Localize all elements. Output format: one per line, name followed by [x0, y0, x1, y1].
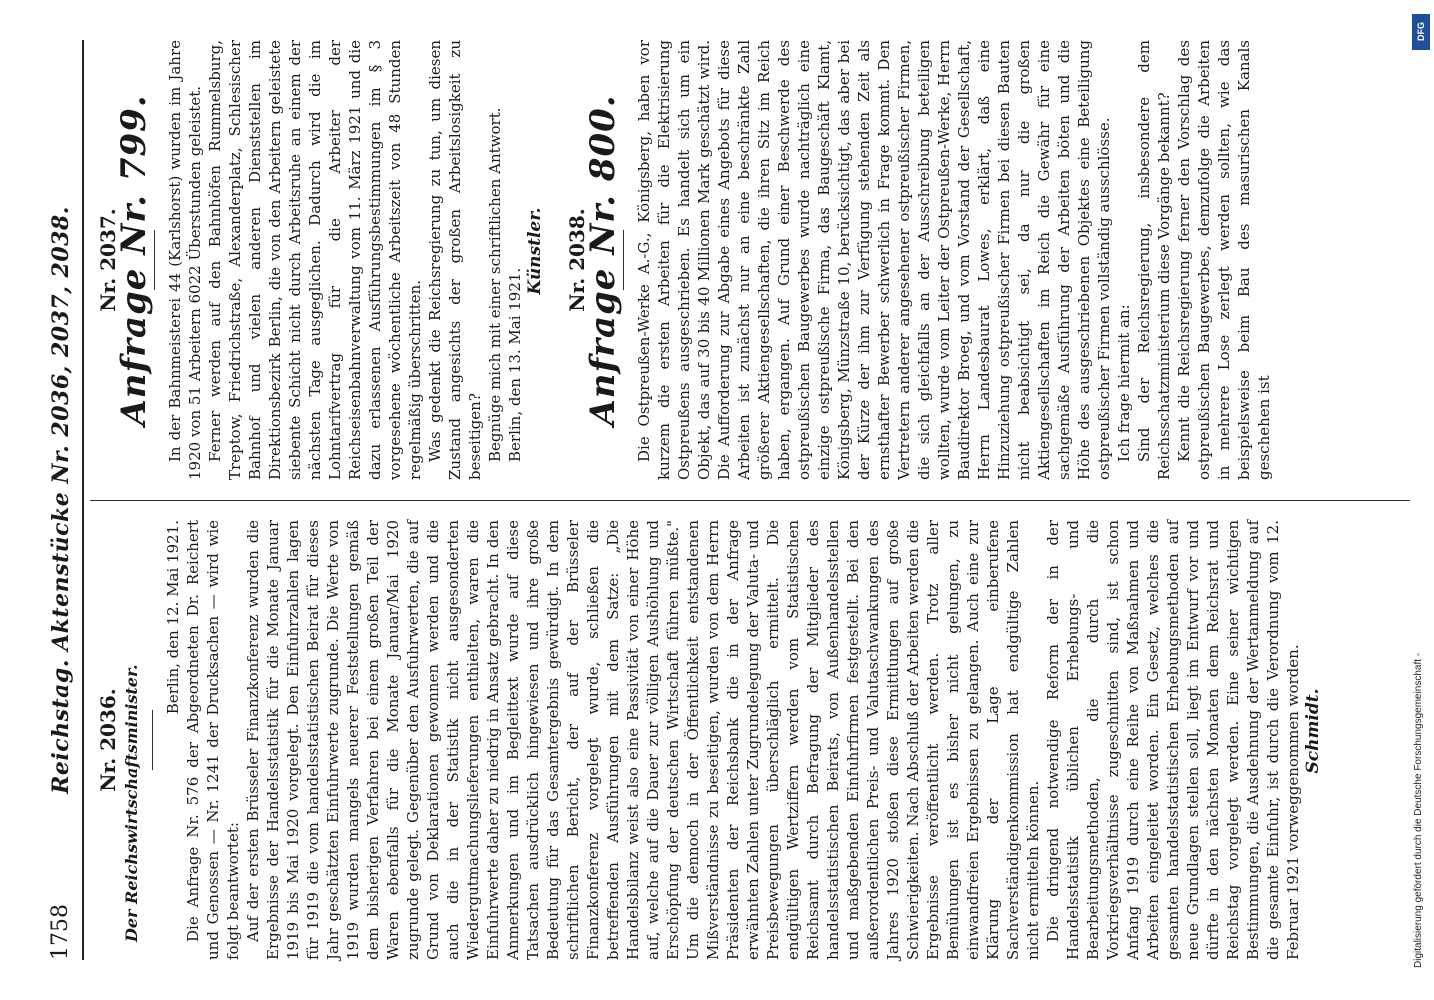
page-title: Reichstag. Aktenstücke Nr. 2036, 2037, 2038.: [48, 206, 74, 794]
dfg-credit-text: Digitalisierung gefördert durch die Deutsche Forschungsgemeinschaft -: [1413, 652, 1424, 968]
anfrage-799-title: Anfrage Nr. 799.: [114, 94, 154, 426]
short-rule: [154, 230, 155, 290]
short-rule: [623, 230, 624, 290]
paragraph: Was gedenkt die Reichsregierung zu tun, um diesen Zustand angesichts der großen Arbeitslosigkeit zu beseitigen?: [426, 40, 484, 480]
paragraph: Begnüge mich mit einer schriftlichen Antwort.: [486, 107, 504, 462]
paragraph: Die Anfrage Nr. 576 der Abgeordneten Dr. Reichert und Genossen — Nr. 1241 der Drucksachen — wird wie folgt beantwortet:: [184, 520, 242, 960]
anfrage-800-title: Anfrage Nr. 800.: [583, 94, 623, 426]
paragraph: Die dringend notwendige Reform der in der Handelsstatistik üblichen Erhebungs- und Bearbeitungsmethoden, die durch die Vorkriegsverhältnisse zugeschnitten sind, ist schon Anfang 1919 durch eine Reihe von Maßnahmen und Arbeiten eingeleitet worden. Ein Gesetz, welches die gesamten handelsstatistischen Erhebungsmethoden auf neue Grundlagen stellen soll, liegt im Entwurf vor und dürfte in den nächsten Monaten dem Reichsrat und Reichstag vorgelegt werden. Eine seiner wichtigen Bestimmungen, die Ausdehnung der Wertanmeldung auf die gesamte Einfuhr, ist durch die Verordnung vom 12. Februar 1921 vorweggenommen worden.: [1044, 520, 1302, 960]
addressee: Der Reichswirtschaftsminister.: [122, 664, 141, 942]
paragraph: Sind der Reichsregierung, insbesondere dem Reichsschatzministerium diese Vorgänge bekannt?: [1135, 40, 1173, 480]
short-rule: [152, 710, 153, 770]
page-number: 1758: [48, 904, 73, 960]
right-column: [90, 40, 1274, 480]
dfg-logo: DFG: [1412, 14, 1430, 50]
paragraph: Auf der ersten Brüsseler Finanzkonferenz wurden die Ergebnisse der Handelsstatistik für die Monate Januar 1919 bis Mai 1920 vorgelegt. Den Einfuhrzahlen lagen für 1919 die vom handelsstatistischen Beirat für dieses Jahr geschätzten Einfuhrwerte zugrunde. Die Werte von 1919 wurden mangels neuerer Feststellungen gemäß dem bisherigen Verfahren bei einem großen Teil der Waren ebenfalls für die Monate Januar/Mai 1920 zugrunde gelegt. Gegenüber den Ausfuhrwerten, die auf Grund von Deklarationen gewonnen werden und die auch die in der Statistik nicht ausgesonderten Wiedergutmachungslieferungen enthielten, waren die Einfuhrwerte daher zu niedrig in Ansatz gebracht. In den Anmerkungen und im Begleittext wurde auf diese Tatsachen ausdrücklich hingewiesen und ihre große Bedeutung für das Gesamtergebnis gewürdigt. In dem schriftlichen Bericht, der auf der Brüsseler Finanzkonferenz vorgelegt wurde, schließen die betreffenden Ausführungen mit dem Satze: „Die Handelsbilanz weist also eine Passivität von einer Höhe auf, welche auf die Dauer zur völligen Aushöhlung und Erschöpfung der deutschen Wirtschaft führen müßte." Um die dennoch in der Öffentlichkeit entstandenen Mißverständnisse zu beseitigen, wurden von dem Herrn Präsidenten der Reichsbank die in der Anfrage erwähnten Zahlen unter Zugrundelegung der Valuta- und Preisbewegungen überschläglich ermittelt. Die endgültigen Wertziffern werden vom Statistischen Reichsamt durch Befragung der Mitglieder des handelsstatistischen Beirats, von Außenhandelsstellen und maßgebenden Einfuhrfirmen festgestellt. Bei den außerordentlichen Preis- und Valutaschwankungen des Jahres 1920 stoßen diese Ermittlungen auf große Schwierigkeiten. Nach Abschluß der Arbeiten werden die Ergebnisse veröffentlicht werden. Trotz aller Bemühungen ist es bisher nicht gelungen, zu einwandfreien Ergebnissen zu gelangen. Auch eine zur Klärung der Lage einberufene Sachverständigenkommission hat endgültige Zahlen nicht ermitteln können.: [244, 520, 1042, 960]
paragraph: Ich frage hiermit an:: [1115, 304, 1133, 462]
page-header: [48, 40, 84, 960]
paragraph: Ferner werden auf den Bahnhöfen Rummelsburg, Treptow, Friedrichstraße, Alexanderplatz, Schlesischer Bahnhof und vielen anderen Dienststellen im Direktionsbezirk Berlin, die von den Arbeitern geleistete siebente Schicht nicht durch Arbeitsruhe an einem der nächsten Tage ausgeglichen. Dadurch wird die im Lohntarifvertrag für die Arbeiter der Reichseisenbahnverwaltung vom 11. März 1921 und die dazu erlassenen Ausführungsbestimmungen im § 3 vorgesehene wöchentliche Arbeitszeit von 48 Stunden regelmäßig überschritten.: [206, 40, 424, 480]
date-2036: Berlin, den 12. Mai 1921.: [164, 520, 182, 715]
left-column: [90, 520, 1323, 960]
nr-2037-heading: Nr. 2037.: [96, 208, 120, 312]
paragraph: Die Ostpreußen-Werke A.-G., Königsberg, haben vor kurzem die ersten Arbeiten für die Elektrisierung Ostpreußens ausgeschrieben. Es handelt sich um ein Objekt, das auf 30 bis 40 Millionen Mark geschätzt wird. Die Aufforderung zur Abgabe eines Angebots für diese Arbeiten ist zunächst nur an eine beschränkte Zahl größerer Aktiengesellschaften, die ihren Sitz im Reich haben, ergangen. Auf Grund einer Beschwerde des ostpreußischen Baugewerbes wurde nachträglich eine einzige ostpreußische Firma, das Baugeschäft Klamt, Königsberg, Münzstraße 10, berücksichtigt, das aber bei der Kürze der ihm zur Verfügung stehenden Zeit als ernsthafter Bewerber schwerlich in Frage kommt. Den Vertretern anderer angesehener ostpreußischer Firmen, die sich gleichfalls an der Ausschreibung beteiligen wollten, wurde vom Leiter der Ostpreußen-Werke, Herrn Baudirektor Broeg, und vom Vorstand der Gesellschaft, Herrn Landesbaurat Lowes, erklärt, daß eine Hinzuziehung ostpreußischer Firmen bei diesen Bauten nicht beabsichtigt sei, da nur die großen Aktiengesellschaften im Reich die Gewähr für eine sachgemäße Ausführung der Arbeiten böten und die Höhe des ausgeschriebenen Objektes eine Beteiligung ostpreußischer Firmen vollständig ausschlösse.: [635, 40, 1113, 480]
nr-2036-heading: Nr. 2036.: [96, 688, 120, 792]
column-divider: [90, 500, 1410, 501]
signature-2036: Schmidt.: [1303, 688, 1323, 774]
nr-2038-heading: Nr. 2038.: [565, 208, 589, 312]
dfg-credit-strip: [1410, 8, 1432, 988]
paragraph: Kennt die Reichsregierung ferner den Vorschlag des ostpreußischen Baugewerbes, demzufolge die Arbeiten in mehrere Lose zerlegt werden sollten, wie das beispielsweise beim Bau des masurischen Kanals geschehen ist: [1175, 40, 1273, 480]
signature-799: Künstler.: [525, 207, 545, 295]
date-799: Berlin, den 13. Mai 1921.: [506, 267, 524, 462]
paragraph: In der Bahnmeisterei 44 (Karlshorst) wurden im Jahre 1920 von 51 Arbeitern 6022 Überstunden geleistet.: [166, 40, 204, 480]
